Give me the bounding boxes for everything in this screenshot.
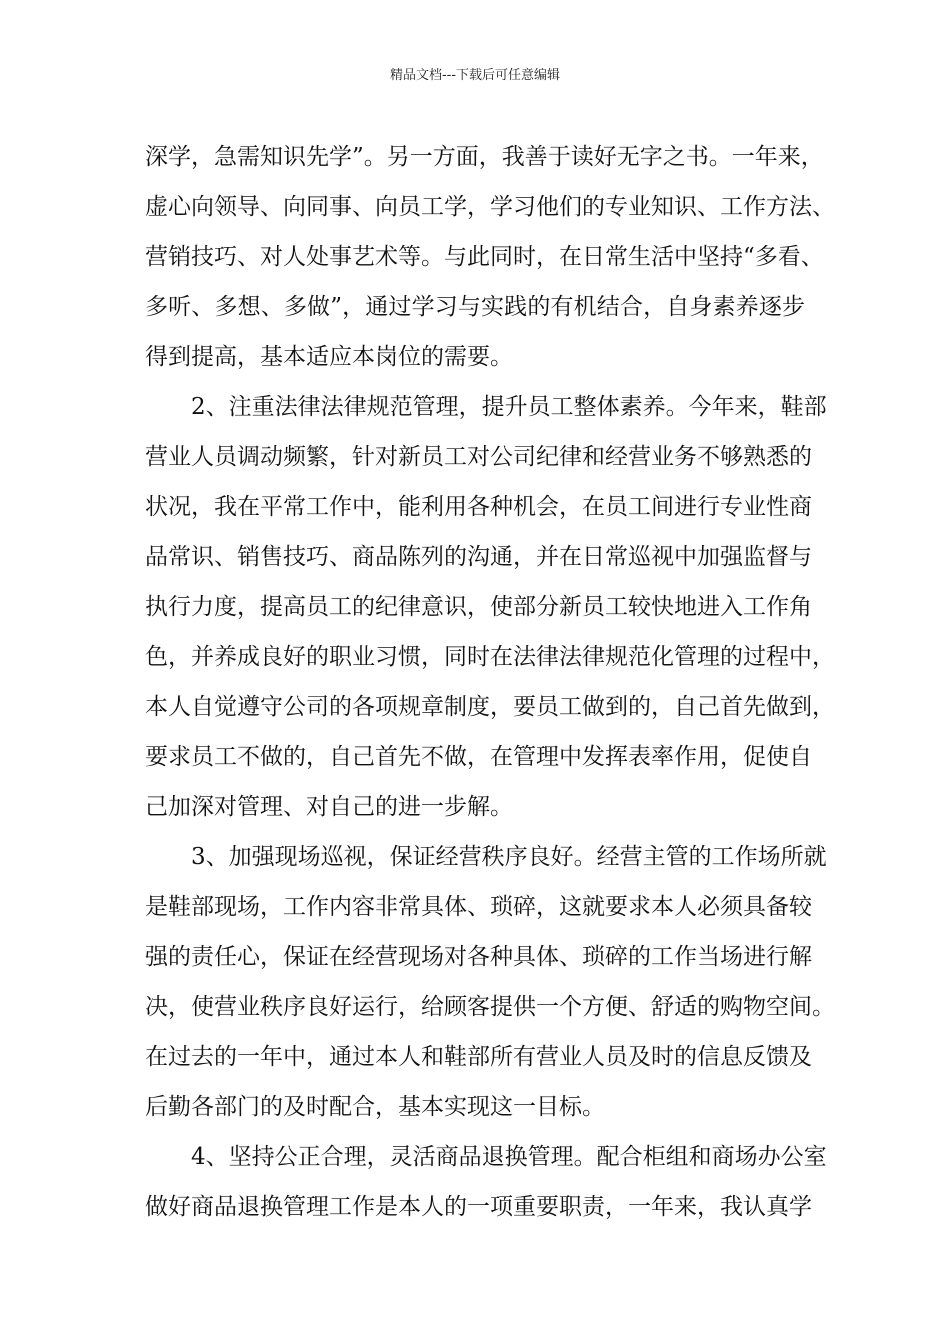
paragraph-1: [145, 132, 835, 382]
text-line: 强的责任心，保证在经营现场对各种具体、琐碎的工作当场进行解: [145, 944, 812, 970]
text-line: 执行力度，提高员工的纪律意识，使部分新员工较快地进入工作角: [145, 594, 812, 620]
text-line: 己加深对管理、对自己的进一步解。: [145, 794, 513, 820]
text-line: 3、加强现场巡视，保证经营秩序良好。经营主管的工作场所就: [191, 844, 827, 870]
text-line: 是鞋部现场，工作内容非常具体、琐碎，这就要求本人必须具备较: [145, 894, 812, 920]
text-line: 本人自觉遵守公司的各项规章制度，要员工做到的，自己首先做到，: [145, 694, 835, 720]
text-line: 多听、多想、多做”，通过学习与实践的有机结合，自身素养逐步: [145, 294, 805, 320]
paragraph-3: [145, 832, 835, 1132]
paragraph-2: [145, 382, 835, 832]
text-line: 营销技巧、对人处事艺术等。与此同时，在日常生活中坚持“多看、: [145, 244, 824, 270]
text-line: 品常识、销售技巧、商品陈列的沟通，并在日常巡视中加强监督与: [145, 544, 812, 570]
text-line: 要求员工不做的，自己首先不做，在管理中发挥表率作用，促使自: [145, 744, 812, 770]
text-line: 营业人员调动频繁，针对新员工对公司纪律和经营业务不够熟悉的: [145, 444, 812, 470]
text-line: 色，并养成良好的职业习惯，同时在法律法律规范化管理的过程中，: [145, 644, 835, 670]
text-line: 2、注重法律法律规范管理，提升员工整体素养。今年来，鞋部: [191, 394, 827, 420]
text-line: 在过去的一年中，通过本人和鞋部所有营业人员及时的信息反馈及: [145, 1044, 812, 1070]
text-line: 做好商品退换管理工作是本人的一项重要职责，一年来，我认真学: [145, 1194, 812, 1220]
page-header: 精品文档---下载后可任意编辑: [389, 68, 561, 83]
text-line: 得到提高，基本适应本岗位的需要。: [145, 344, 513, 370]
text-line: 决，使营业秩序良好运行，给顾客提供一个方便、舒适的购物空间。: [145, 994, 835, 1020]
document-body: [145, 132, 835, 1232]
text-line: 虚心向领导、向同事、向员工学，学习他们的专业知识、工作方法、: [145, 194, 835, 220]
text-line: 后勤各部门的及时配合，基本实现这一目标。: [145, 1094, 605, 1120]
text-line: 状况，我在平常工作中，能利用各种机会，在员工间进行专业性商: [145, 494, 812, 520]
paragraph-4: [145, 1132, 827, 1232]
text-line: 深学，急需知识先学”。另一方面，我善于读好无字之书。一年来，: [145, 144, 824, 170]
text-line: 4、坚持公正合理，灵活商品退换管理。配合柜组和商场办公室: [191, 1144, 827, 1170]
